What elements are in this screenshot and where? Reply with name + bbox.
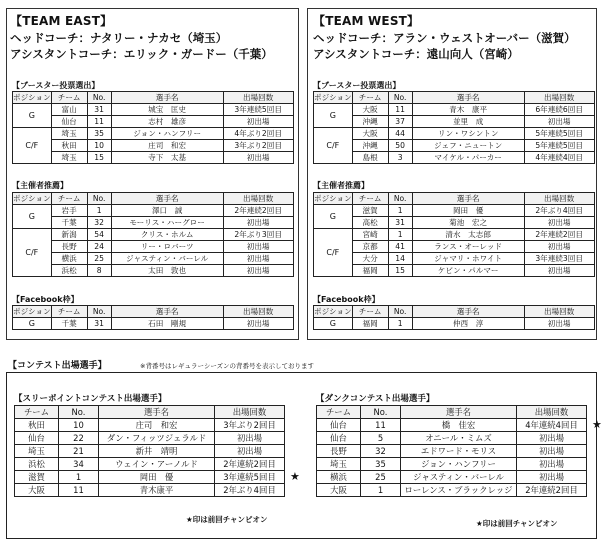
appearances-cell: 2年ぶり3回目 — [223, 229, 293, 241]
position-cell: C/F — [13, 128, 52, 164]
team-cell: 長野 — [317, 445, 361, 458]
position-cell: G — [314, 318, 353, 330]
team-cell: 新潟 — [51, 229, 87, 241]
player-name-cell: 澤口 誠 — [111, 205, 223, 217]
east-assistant-coach: アシスタントコーチ：エリック・ガードー（千葉） — [10, 47, 273, 61]
table-row — [15, 471, 285, 484]
west-host-label: 【主催者推薦】 — [313, 181, 369, 190]
table-row — [314, 152, 595, 164]
team-cell: 宮崎 — [352, 229, 388, 241]
appearances-cell: 3年連続3回目 — [524, 253, 594, 265]
team-cell: 沖縄 — [352, 116, 388, 128]
player-name-cell: ウェイン・アーノルド — [99, 458, 215, 471]
player-name-cell: 橋 佳宏 — [401, 419, 517, 432]
east-facebook-table-wrap — [12, 305, 294, 330]
number-cell: 15 — [87, 152, 111, 164]
column-header: 選手名 — [111, 193, 223, 205]
contest-title: 【コンテスト出場選手】 — [8, 361, 107, 371]
number-cell: 5 — [361, 432, 401, 445]
number-cell: 11 — [59, 484, 99, 497]
team-cell: 仙台 — [15, 432, 59, 445]
column-header: 出場回数 — [517, 406, 587, 419]
appearances-cell: 初出場 — [524, 265, 594, 277]
player-name-cell: 庄司 和宏 — [111, 140, 223, 152]
number-cell: 54 — [87, 229, 111, 241]
table-row — [317, 471, 587, 484]
table-header-row — [13, 193, 294, 205]
number-cell: 10 — [59, 419, 99, 432]
selection-table — [12, 192, 294, 277]
player-name-cell: 岡田 優 — [412, 205, 524, 217]
column-header: チーム — [317, 406, 361, 419]
column-header: No. — [388, 193, 412, 205]
column-header: No. — [87, 193, 111, 205]
number-cell: 35 — [87, 128, 111, 140]
column-header: チーム — [51, 193, 87, 205]
position-cell: C/F — [314, 229, 353, 277]
team-cell: 福岡 — [352, 265, 388, 277]
player-name-cell: 青木康平 — [99, 484, 215, 497]
player-name-cell: マイケル・パーカー — [412, 152, 524, 164]
table-row — [13, 205, 294, 217]
player-name-cell: エドワード・モリス — [401, 445, 517, 458]
column-header: ポジション — [13, 92, 51, 102]
team-cell: 浜松 — [51, 265, 87, 277]
selection-table — [313, 305, 595, 330]
team-cell: 岩手 — [51, 205, 87, 217]
appearances-cell: 初出場 — [223, 152, 293, 164]
column-header: 出場回数 — [223, 92, 293, 104]
position-cell: C/F — [314, 128, 353, 164]
column-header: No. — [87, 92, 111, 104]
position-cell: G — [314, 205, 353, 229]
dunk-footnote: ★印は前回チャンピオン — [476, 519, 558, 528]
table-row — [15, 484, 285, 497]
appearances-cell: 初出場 — [517, 432, 587, 445]
table-row — [314, 205, 595, 217]
table-row — [13, 140, 294, 152]
team-cell: 沖縄 — [352, 140, 388, 152]
column-header: チーム — [352, 92, 388, 104]
champion-star-icon: ★ — [290, 470, 300, 483]
table-row — [15, 419, 285, 432]
east-host-label: 【主催者推薦】 — [12, 181, 68, 190]
number-cell: 35 — [361, 458, 401, 471]
number-cell: 1 — [388, 318, 412, 330]
player-name-cell: モーリス・ハーグロー — [111, 217, 223, 229]
team-cell: 大阪 — [15, 484, 59, 497]
position-cell: G — [314, 104, 353, 128]
east-booster-label: 【ブースター投票選出】 — [12, 81, 100, 90]
contest-table — [316, 405, 587, 497]
team-cell: 高松 — [352, 217, 388, 229]
team-cell: 浜松 — [15, 458, 59, 471]
number-cell: 50 — [388, 140, 412, 152]
three-point-footnote: ★印は前回チャンピオン — [186, 515, 268, 524]
team-cell: 秋田 — [15, 419, 59, 432]
table-row — [317, 484, 587, 497]
column-header: チーム — [15, 406, 59, 419]
number-cell: 10 — [87, 140, 111, 152]
position-cell: G — [13, 318, 52, 330]
column-header: 出場回数 — [223, 193, 293, 205]
player-name-cell: 庄司 和宏 — [99, 419, 215, 432]
appearances-cell: 4年ぶり2回目 — [223, 128, 293, 140]
player-name-cell: リー・ロバーツ — [111, 241, 223, 253]
table-row — [13, 253, 294, 265]
west-assistant-coach: アシスタントコーチ：遠山向人（宮崎） — [313, 47, 519, 61]
column-header: チーム — [51, 306, 87, 318]
appearances-cell: 2年ぶり4回目 — [524, 205, 594, 217]
player-name-cell: 城宝 匡史 — [111, 104, 223, 116]
player-name-cell: オニール・ミムズ — [401, 432, 517, 445]
appearances-cell: 初出場 — [524, 241, 594, 253]
table-row — [13, 152, 294, 164]
appearances-cell: 初出場 — [215, 445, 285, 458]
column-header: No. — [388, 306, 412, 318]
appearances-cell: 初出場 — [517, 471, 587, 484]
appearances-cell: 初出場 — [223, 265, 293, 277]
appearances-cell: 4年連続4回目 — [524, 152, 594, 164]
champion-star-icon: ★ — [592, 418, 602, 431]
player-name-cell: ケビン・パルマー — [412, 265, 524, 277]
selection-table — [12, 305, 294, 330]
player-name-cell: ランス・オーレッド — [412, 241, 524, 253]
position-cell: C/F — [13, 229, 52, 277]
number-cell: 24 — [87, 241, 111, 253]
player-name-cell: 新井 靖明 — [99, 445, 215, 458]
player-name-cell: 並里 成 — [412, 116, 524, 128]
team-cell: 埼玉 — [51, 128, 87, 140]
player-name-cell: ジョン・ハンフリー — [111, 128, 223, 140]
table-row — [314, 241, 595, 253]
number-cell: 41 — [388, 241, 412, 253]
position-cell: G — [13, 205, 52, 229]
player-name-cell: 菊池 宏之 — [412, 217, 524, 229]
column-header: No. — [87, 306, 111, 318]
player-name-cell: ジャマリ・ホワイト — [412, 253, 524, 265]
column-header: チーム — [352, 193, 388, 205]
player-name-cell: 仲西 淳 — [412, 318, 524, 330]
column-header: 選手名 — [412, 92, 524, 104]
table-row — [314, 253, 595, 265]
column-header: チーム — [352, 306, 388, 318]
table-header-row — [317, 406, 587, 419]
table-row — [317, 458, 587, 471]
column-header: 選手名 — [412, 306, 524, 318]
player-name-cell: ジャスティン・バーレル — [401, 471, 517, 484]
table-row — [13, 241, 294, 253]
selection-table — [12, 91, 294, 164]
table-row — [317, 445, 587, 458]
appearances-cell: 初出場 — [223, 318, 293, 330]
table-row — [13, 116, 294, 128]
table-row — [15, 432, 285, 445]
number-cell: 21 — [59, 445, 99, 458]
number-cell: 34 — [59, 458, 99, 471]
column-header: 出場回数 — [524, 92, 594, 104]
table-row — [13, 128, 294, 140]
appearances-cell: 2年連続2回目 — [215, 458, 285, 471]
player-name-cell: 太田 敦也 — [111, 265, 223, 277]
number-cell: 11 — [361, 419, 401, 432]
column-header: 出場回数 — [524, 193, 594, 205]
dunk-table-wrap — [316, 405, 602, 497]
west-booster-table-wrap — [313, 91, 595, 164]
team-cell: 千葉 — [51, 318, 87, 330]
table-row — [317, 432, 587, 445]
appearances-cell: 3年連続5回目 — [223, 104, 293, 116]
appearances-cell: 初出場 — [223, 217, 293, 229]
column-header: No. — [59, 406, 99, 419]
three-point-label: 【スリーポイントコンテスト出場選手】 — [14, 394, 167, 404]
table-row — [314, 116, 595, 128]
table-row — [13, 318, 294, 330]
number-cell: 31 — [87, 318, 111, 330]
selection-table — [313, 91, 595, 164]
team-cell: 横浜 — [317, 471, 361, 484]
table-row — [13, 229, 294, 241]
table-row — [13, 265, 294, 277]
column-header: ポジション — [13, 306, 51, 316]
team-cell: 京都 — [352, 241, 388, 253]
appearances-cell: 6年連続6回目 — [524, 104, 594, 116]
west-facebook-label: 【Facebook枠】 — [313, 295, 380, 304]
player-name-cell: クリス・ホルム — [111, 229, 223, 241]
table-row — [15, 445, 285, 458]
number-cell: 44 — [388, 128, 412, 140]
appearances-cell: 3年ぶり2回目 — [223, 140, 293, 152]
team-cell: 埼玉 — [317, 458, 361, 471]
table-row — [314, 140, 595, 152]
table-header-row — [314, 92, 595, 104]
table-header-row — [13, 306, 294, 318]
appearances-cell: 3年連続5回目 — [215, 471, 285, 484]
column-header: 選手名 — [111, 92, 223, 104]
number-cell: 15 — [388, 265, 412, 277]
number-cell: 1 — [388, 205, 412, 217]
team-cell: 埼玉 — [15, 445, 59, 458]
column-header: 出場回数 — [215, 406, 285, 419]
number-cell: 1 — [59, 471, 99, 484]
player-name-cell: ジェフ・ニュートン — [412, 140, 524, 152]
appearances-cell: 5年連続5回目 — [524, 128, 594, 140]
team-east-title: 【TEAM EAST】 — [10, 14, 113, 28]
appearances-cell: 初出場 — [524, 318, 594, 330]
team-cell: 滋賀 — [352, 205, 388, 217]
team-cell: 千葉 — [51, 217, 87, 229]
west-head-coach: ヘッドコーチ：アラン・ウェストオーバー（滋賀） — [313, 31, 576, 45]
dunk-label: 【ダンクコンテスト出場選手】 — [316, 394, 435, 404]
team-cell: 滋賀 — [15, 471, 59, 484]
number-cell: 32 — [87, 217, 111, 229]
column-header: ポジション — [13, 193, 51, 203]
number-cell: 32 — [361, 445, 401, 458]
team-cell: 仙台 — [51, 116, 87, 128]
east-facebook-label: 【Facebook枠】 — [12, 295, 79, 304]
player-name-cell: ジャスティン・バーレル — [111, 253, 223, 265]
number-cell: 11 — [388, 104, 412, 116]
column-header: ポジション — [314, 193, 352, 203]
number-cell: 1 — [361, 484, 401, 497]
team-cell: 秋田 — [51, 140, 87, 152]
player-name-cell: 寺下 太基 — [111, 152, 223, 164]
number-cell: 1 — [388, 229, 412, 241]
number-cell: 31 — [87, 104, 111, 116]
table-row — [314, 217, 595, 229]
appearances-cell: 2年連続2回目 — [223, 205, 293, 217]
team-cell: 横浜 — [51, 253, 87, 265]
appearances-cell: 3年ぶり2回目 — [215, 419, 285, 432]
team-cell: 大阪 — [317, 484, 361, 497]
column-header: ポジション — [314, 306, 352, 316]
team-cell: 仙台 — [317, 432, 361, 445]
team-cell: 福岡 — [352, 318, 388, 330]
player-name-cell: リン・ワシントン — [412, 128, 524, 140]
number-cell: 25 — [361, 471, 401, 484]
team-cell: 仙台 — [317, 419, 361, 432]
column-header: ポジション — [314, 92, 352, 102]
table-row — [314, 229, 595, 241]
appearances-cell: 初出場 — [517, 445, 587, 458]
team-cell: 大分 — [352, 253, 388, 265]
number-cell: 14 — [388, 253, 412, 265]
table-header-row — [15, 406, 285, 419]
position-cell: G — [13, 104, 52, 128]
table-row — [317, 419, 587, 432]
column-header: 選手名 — [412, 193, 524, 205]
west-booster-label: 【ブースター投票選出】 — [313, 81, 401, 90]
three-point-table-wrap — [14, 405, 300, 497]
player-name-cell: 岡田 優 — [99, 471, 215, 484]
appearances-cell: 初出場 — [223, 241, 293, 253]
table-header-row — [13, 92, 294, 104]
column-header: 選手名 — [111, 306, 223, 318]
player-name-cell: ローレンス・ブラックレッジ — [401, 484, 517, 497]
column-header: 選手名 — [401, 406, 517, 419]
column-header: No. — [361, 406, 401, 419]
table-row — [314, 265, 595, 277]
table-header-row — [314, 193, 595, 205]
column-header: チーム — [51, 92, 87, 104]
west-facebook-table-wrap — [313, 305, 595, 330]
appearances-cell: 2年連続2回目 — [517, 484, 587, 497]
table-row — [13, 104, 294, 116]
number-cell: 22 — [59, 432, 99, 445]
team-cell: 埼玉 — [51, 152, 87, 164]
player-name-cell: 青木 康平 — [412, 104, 524, 116]
number-cell: 3 — [388, 152, 412, 164]
number-cell: 31 — [388, 217, 412, 229]
player-name-cell: ダン・フィッツジェラルド — [99, 432, 215, 445]
appearances-cell: 2年連続2回目 — [524, 229, 594, 241]
number-cell: 1 — [87, 205, 111, 217]
table-row — [13, 217, 294, 229]
table-row — [314, 104, 595, 116]
west-host-table-wrap — [313, 192, 595, 277]
column-header: 出場回数 — [524, 306, 594, 318]
appearances-cell: 初出場 — [524, 217, 594, 229]
number-cell: 11 — [87, 116, 111, 128]
contest-table — [14, 405, 285, 497]
appearances-cell: 5年連続5回目 — [524, 140, 594, 152]
appearances-cell: 2年ぶり4回目 — [215, 484, 285, 497]
column-header: 出場回数 — [223, 306, 293, 318]
player-name-cell: 石田 剛規 — [111, 318, 223, 330]
team-cell: 大阪 — [352, 128, 388, 140]
column-header: No. — [388, 92, 412, 104]
appearances-cell: 初出場 — [223, 253, 293, 265]
table-row — [314, 128, 595, 140]
appearances-cell: 初出場 — [223, 116, 293, 128]
contest-note: ※背番号はレギュラーシーズンの背番号を表示しております — [140, 362, 314, 370]
player-name-cell: 清水 太志郎 — [412, 229, 524, 241]
team-cell: 富山 — [51, 104, 87, 116]
selection-table — [313, 192, 595, 277]
column-header: 選手名 — [99, 406, 215, 419]
team-cell: 大阪 — [352, 104, 388, 116]
appearances-cell: 4年連続4回目 — [517, 419, 587, 432]
table-header-row — [314, 306, 595, 318]
appearances-cell: 初出場 — [215, 432, 285, 445]
number-cell: 8 — [87, 265, 111, 277]
player-name-cell: ジョン・ハンフリー — [401, 458, 517, 471]
number-cell: 37 — [388, 116, 412, 128]
appearances-cell: 初出場 — [524, 116, 594, 128]
team-cell: 長野 — [51, 241, 87, 253]
east-head-coach: ヘッドコーチ：ナタリー・ナカセ（埼玉） — [10, 31, 228, 45]
number-cell: 25 — [87, 253, 111, 265]
table-row — [314, 318, 595, 330]
team-cell: 島根 — [352, 152, 388, 164]
team-west-title: 【TEAM WEST】 — [313, 14, 420, 28]
east-host-table-wrap — [12, 192, 294, 277]
player-name-cell: 志村 雄彦 — [111, 116, 223, 128]
table-row — [15, 458, 285, 471]
east-booster-table-wrap — [12, 91, 294, 164]
appearances-cell: 初出場 — [517, 458, 587, 471]
